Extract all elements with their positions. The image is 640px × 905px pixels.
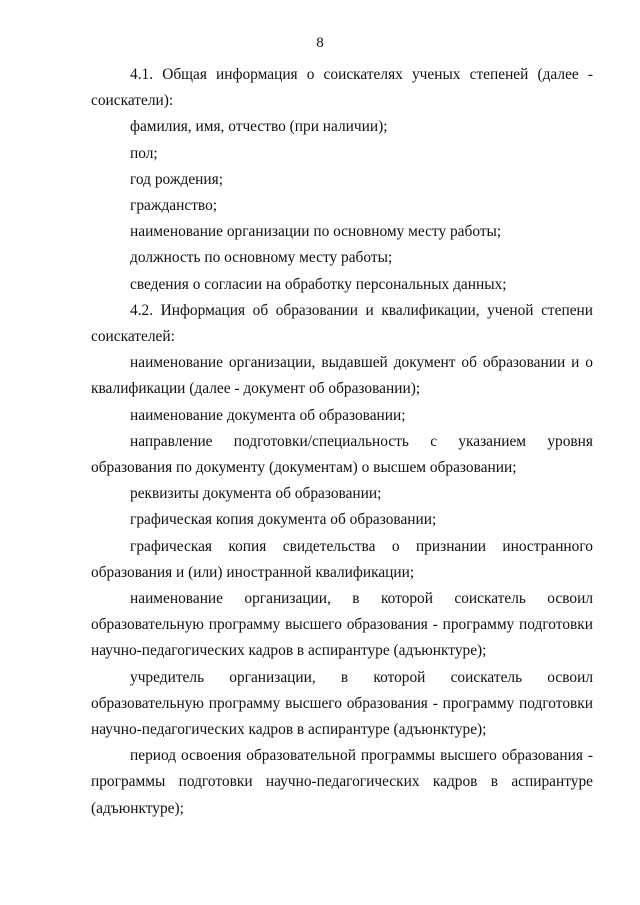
list-item-document-details: реквизиты документа об образовании; <box>130 485 382 503</box>
list-item-issuing-organization: наименование организации, выдавшей документ об образовании и о квалификации (далее - документ об образовании); <box>91 354 593 398</box>
list-item-specialty: направление подготовки/специальность с указанием уровня образования по документу (документам) о высшем образовании; <box>91 432 593 477</box>
list-item-position: должность по основному месту работы; <box>130 249 393 267</box>
page-number: 8 <box>316 35 324 51</box>
paragraph-4-1-heading: 4.1. Общая информация о соискателях ученых степеней (далее - соискатели): <box>91 66 593 110</box>
document-body <box>91 62 593 822</box>
list-item-consent: сведения о согласии на обработку персональных данных; <box>130 275 507 293</box>
paragraph-4-2-heading: 4.2. Информация об образовании и квалификации, ученой степени соискателей: <box>91 301 593 346</box>
list-item-birth-year: год рождения; <box>130 170 223 188</box>
list-item-document-name: наименование документа об образовании; <box>130 406 406 424</box>
list-item-recognition-certificate: графическая копия свидетельства о признании иностранного образования и (или) иностранной квалификации; <box>91 537 593 581</box>
list-item-employer: наименование организации по основному месту работы; <box>130 223 502 241</box>
list-item-organization-founder: учредитель организации, в которой соискатель освоил образовательную программу высшего образования - программу подготовки научно-педагогических кадров в аспирантуре (адъюнктуре); <box>91 668 593 739</box>
list-item-document-copy: графическая копия документа об образовании; <box>130 511 437 529</box>
list-item-sex: пол; <box>130 144 158 162</box>
list-item-citizenship: гражданство; <box>130 197 218 215</box>
list-item-study-period: период освоения образовательной программы высшего образования - программы подготовки научно-педагогических кадров в аспирантуре (адъюнктуре); <box>91 747 593 817</box>
list-item-full-name: фамилия, имя, отчество (при наличии); <box>130 118 388 136</box>
list-item-graduate-organization: наименование организации, в которой соискатель освоил образовательную программу высшего образования - программу подготовки научно-педагогических кадров в аспирантуре (адъюнктуре); <box>91 590 593 660</box>
